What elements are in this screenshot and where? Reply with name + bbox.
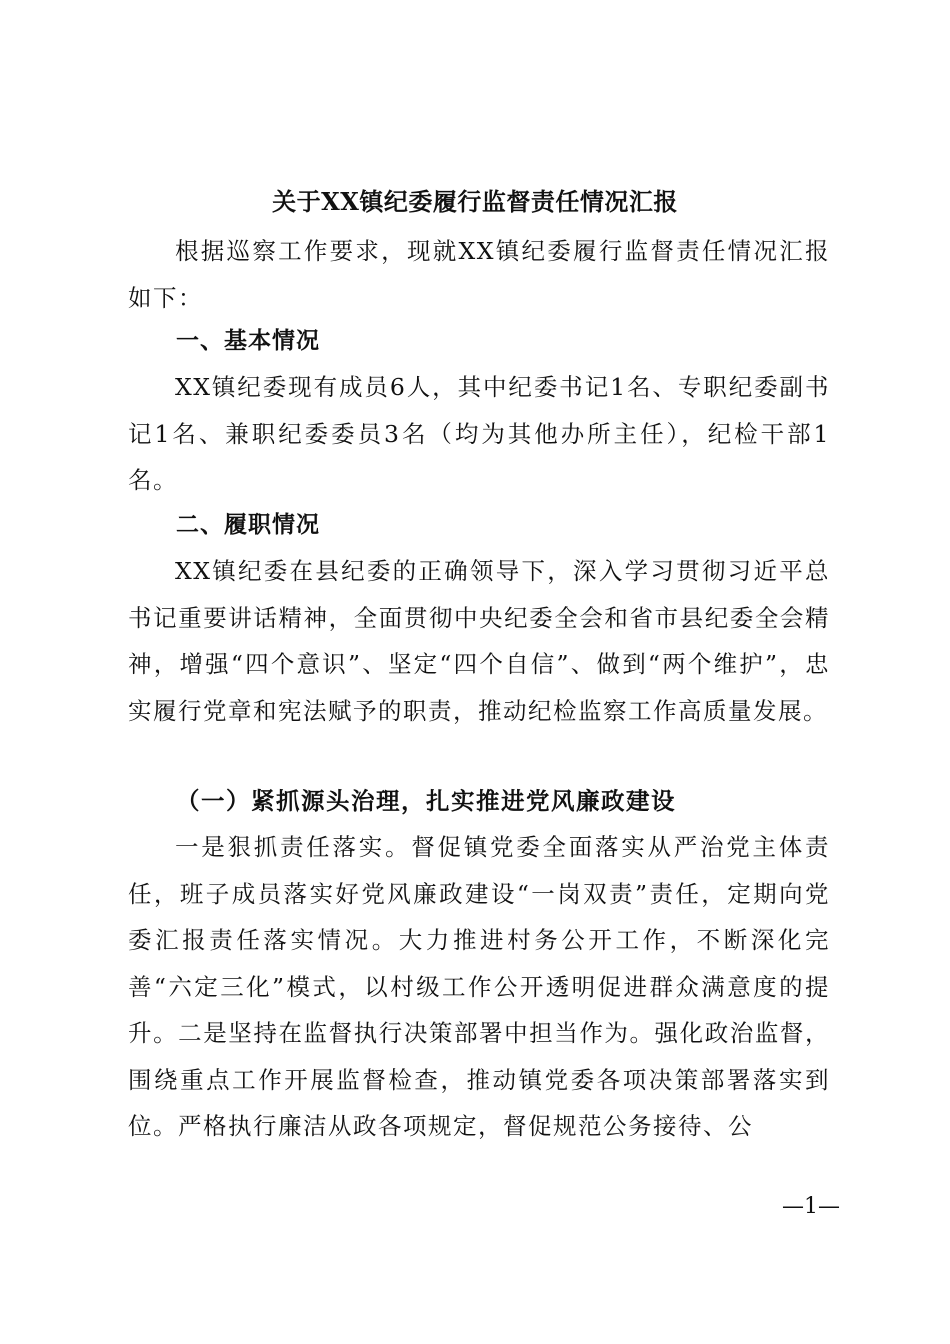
intro-paragraph: 根据巡察工作要求，现就XX镇纪委履行监督责任情况汇报如下： [128, 237, 830, 312]
subsection-heading: （一）紧抓源头治理，扎实推进党风廉政建设 [176, 787, 676, 815]
basic-info-paragraph: XX镇纪委现有成员6人，其中纪委书记1名、专职纪委副书记1名、兼职纪委委员3名（均为其他办所主任），纪检干部1名。 [128, 373, 830, 494]
duties-paragraph: XX镇纪委在县纪委的正确领导下，深入学习贯彻习近平总书记重要讲话精神，全面贯彻中央纪委全会和省市县纪委全会精神，增强“四个意识”、坚定“四个自信”、做到“两个维护”，忠实履行党章和宪法赋予的职责，推动纪检监察工作高质量发展。 [128, 557, 830, 725]
section-heading-duties: 二、履职情况 [176, 512, 320, 538]
page-number: —1— [782, 1194, 840, 1219]
subsection-paragraph: 一是狠抓责任落实。督促镇党委全面落实从严治党主体责任，班子成员落实好党风廉政建设“一岗双责”责任，定期向党委汇报责任落实情况。大力推进村务公开工作，不断深化完善“六定三化”模式，以村级工作公开透明促进群众满意度的提升。二是坚持在监督执行决策部署中担当作为。强化政治监督，围绕重点工作开展监督检查，推动镇党委各项决策部署落实到位。严格执行廉洁从政各项规定，督促规范公务接待、公 [128, 833, 830, 1140]
document-title: 关于XX镇纪委履行监督责任情况汇报 [272, 187, 678, 216]
section-heading-basic: 一、基本情况 [176, 328, 320, 354]
